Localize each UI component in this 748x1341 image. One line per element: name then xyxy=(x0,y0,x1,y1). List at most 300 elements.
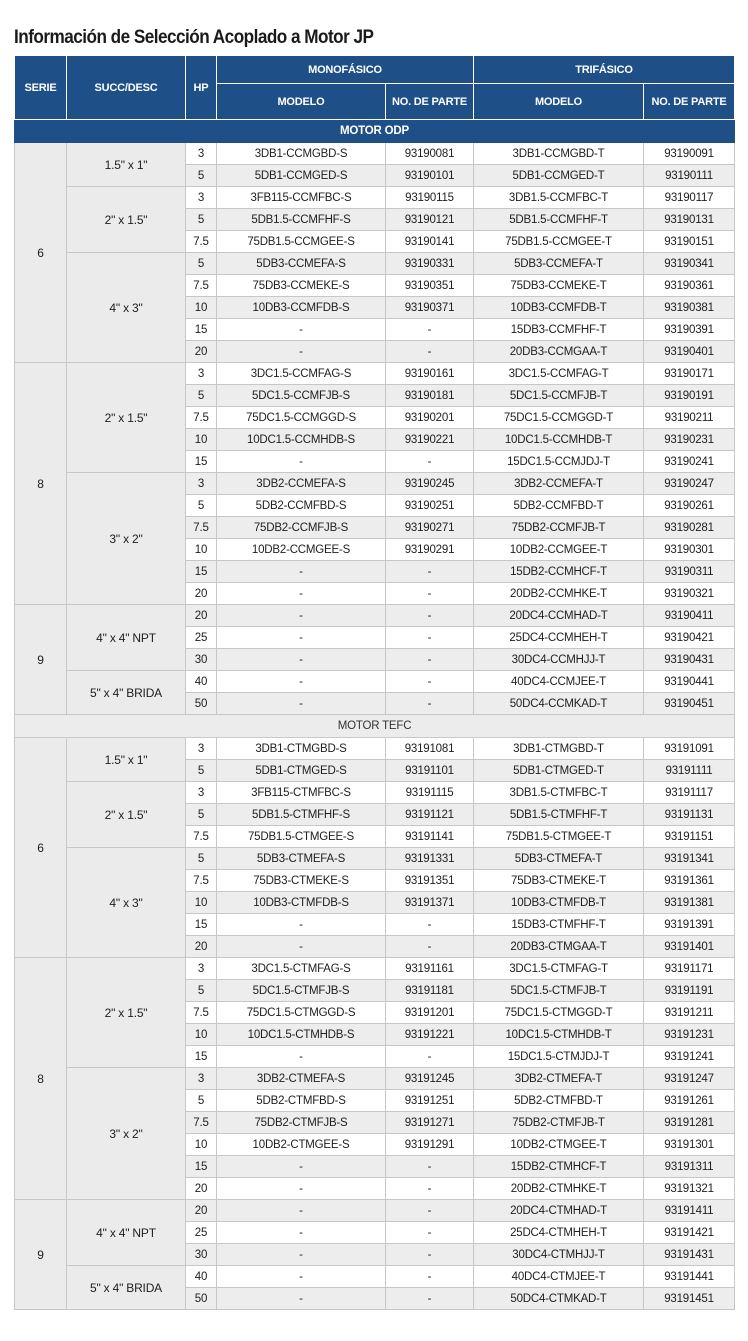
mono-modelo-cell: 75DB3-CTMEKE-S xyxy=(217,870,386,892)
mono-parte-cell: 93190121 xyxy=(386,209,474,231)
mono-parte-cell: - xyxy=(386,605,474,627)
mono-modelo-cell: - xyxy=(217,605,386,627)
tri-parte-cell: 93190421 xyxy=(644,627,735,649)
tri-modelo-cell: 5DC1.5-CCMFJB-T xyxy=(474,385,644,407)
mono-modelo-cell: - xyxy=(217,1178,386,1200)
succ-desc-cell: 1.5" x 1" xyxy=(67,143,186,187)
succ-desc-cell: 2" x 1.5" xyxy=(67,363,186,473)
hp-cell: 7.5 xyxy=(186,407,217,429)
mono-parte-cell: - xyxy=(386,1200,474,1222)
mono-parte-cell: 93190115 xyxy=(386,187,474,209)
table-row xyxy=(15,671,735,693)
mono-parte-cell: - xyxy=(386,451,474,473)
tri-modelo-cell: 50DC4-CTMKAD-T xyxy=(474,1288,644,1310)
tri-modelo-cell: 10DB2-CTMGEE-T xyxy=(474,1134,644,1156)
mono-modelo-cell: 75DB2-CTMFJB-S xyxy=(217,1112,386,1134)
mono-parte-cell: 93191291 xyxy=(386,1134,474,1156)
mono-modelo-cell: 75DB3-CCMEKE-S xyxy=(217,275,386,297)
mono-parte-cell: 93190201 xyxy=(386,407,474,429)
mono-parte-cell: - xyxy=(386,1288,474,1310)
hp-cell: 10 xyxy=(186,1134,217,1156)
tri-modelo-cell: 3DC1.5-CCMFAG-T xyxy=(474,363,644,385)
tri-modelo-cell: 75DB2-CTMFJB-T xyxy=(474,1112,644,1134)
mono-modelo-cell: 5DB2-CCMFBD-S xyxy=(217,495,386,517)
hp-cell: 15 xyxy=(186,1156,217,1178)
tri-modelo-cell: 25DC4-CCMHEH-T xyxy=(474,627,644,649)
mono-modelo-cell: - xyxy=(217,1200,386,1222)
succ-desc-cell: 2" x 1.5" xyxy=(67,958,186,1068)
mono-parte-cell: 93191245 xyxy=(386,1068,474,1090)
mono-parte-cell: 93190245 xyxy=(386,473,474,495)
tri-parte-cell: 93191381 xyxy=(644,892,735,914)
tri-parte-cell: 93190211 xyxy=(644,407,735,429)
tri-parte-cell: 93190117 xyxy=(644,187,735,209)
mono-parte-cell: 93190291 xyxy=(386,539,474,561)
table-row xyxy=(15,143,735,165)
tri-parte-cell: 93191231 xyxy=(644,1024,735,1046)
hp-cell: 30 xyxy=(186,649,217,671)
hp-cell: 7.5 xyxy=(186,826,217,848)
tri-modelo-cell: 5DB1-CCMGED-T xyxy=(474,165,644,187)
mono-parte-cell: 93190351 xyxy=(386,275,474,297)
tri-parte-cell: 93190401 xyxy=(644,341,735,363)
mono-parte-cell: - xyxy=(386,1046,474,1068)
mono-modelo-cell: - xyxy=(217,1244,386,1266)
header-mono-modelo: MODELO xyxy=(217,84,386,120)
tri-modelo-cell: 3DB2-CTMEFA-T xyxy=(474,1068,644,1090)
tri-modelo-cell: 20DB2-CCMHKE-T xyxy=(474,583,644,605)
tri-modelo-cell: 75DB1.5-CCMGEE-T xyxy=(474,231,644,253)
succ-desc-cell: 5" x 4" BRIDA xyxy=(67,1266,186,1310)
tri-modelo-cell: 10DB2-CCMGEE-T xyxy=(474,539,644,561)
tri-modelo-cell: 3DB1-CCMGBD-T xyxy=(474,143,644,165)
tri-modelo-cell: 15DB2-CCMHCF-T xyxy=(474,561,644,583)
table-row xyxy=(15,1200,735,1222)
tri-modelo-cell: 5DB3-CCMEFA-T xyxy=(474,253,644,275)
hp-cell: 7.5 xyxy=(186,1002,217,1024)
table-row xyxy=(15,848,735,870)
mono-modelo-cell: 5DB2-CTMFBD-S xyxy=(217,1090,386,1112)
tri-modelo-cell: 15DB3-CCMFHF-T xyxy=(474,319,644,341)
hp-cell: 20 xyxy=(186,1178,217,1200)
mono-parte-cell: - xyxy=(386,1266,474,1288)
mono-modelo-cell: 5DB1.5-CTMFHF-S xyxy=(217,804,386,826)
section-row xyxy=(15,120,735,143)
mono-modelo-cell: - xyxy=(217,341,386,363)
mono-parte-cell: 93190141 xyxy=(386,231,474,253)
mono-modelo-cell: 75DB1.5-CTMGEE-S xyxy=(217,826,386,848)
tri-parte-cell: 93190301 xyxy=(644,539,735,561)
page-title: Información de Selección Acoplado a Motor JP xyxy=(14,26,374,48)
mono-parte-cell: - xyxy=(386,1178,474,1200)
hp-cell: 25 xyxy=(186,1222,217,1244)
mono-modelo-cell: 10DB3-CTMFDB-S xyxy=(217,892,386,914)
mono-parte-cell: - xyxy=(386,627,474,649)
tri-parte-cell: 93190261 xyxy=(644,495,735,517)
mono-parte-cell: 93191141 xyxy=(386,826,474,848)
tri-parte-cell: 93191391 xyxy=(644,914,735,936)
mono-parte-cell: - xyxy=(386,1222,474,1244)
header-mono-parte: NO. DE PARTE xyxy=(386,84,474,120)
tri-modelo-cell: 30DC4-CCMHJJ-T xyxy=(474,649,644,671)
tri-parte-cell: 93190241 xyxy=(644,451,735,473)
tri-parte-cell: 93190151 xyxy=(644,231,735,253)
hp-cell: 30 xyxy=(186,1244,217,1266)
mono-parte-cell: 93191271 xyxy=(386,1112,474,1134)
mono-parte-cell: 93190371 xyxy=(386,297,474,319)
mono-modelo-cell: - xyxy=(217,1222,386,1244)
selection-table xyxy=(14,55,735,1310)
hp-cell: 10 xyxy=(186,1024,217,1046)
mono-modelo-cell: 10DC1.5-CCMHDB-S xyxy=(217,429,386,451)
mono-parte-cell: - xyxy=(386,583,474,605)
tri-parte-cell: 93191117 xyxy=(644,782,735,804)
tri-parte-cell: 93190431 xyxy=(644,649,735,671)
hp-cell: 25 xyxy=(186,627,217,649)
mono-parte-cell: - xyxy=(386,1244,474,1266)
mono-parte-cell: 93190101 xyxy=(386,165,474,187)
tri-parte-cell: 93191411 xyxy=(644,1200,735,1222)
mono-parte-cell: 93191121 xyxy=(386,804,474,826)
mono-modelo-cell: - xyxy=(217,451,386,473)
mono-parte-cell: - xyxy=(386,671,474,693)
hp-cell: 5 xyxy=(186,760,217,782)
hp-cell: 50 xyxy=(186,693,217,715)
tri-parte-cell: 93191431 xyxy=(644,1244,735,1266)
mono-parte-cell: 93191115 xyxy=(386,782,474,804)
tri-modelo-cell: 3DB1.5-CTMFBC-T xyxy=(474,782,644,804)
mono-parte-cell: - xyxy=(386,693,474,715)
tri-parte-cell: 93190281 xyxy=(644,517,735,539)
tri-modelo-cell: 5DB1.5-CTMFHF-T xyxy=(474,804,644,826)
tri-modelo-cell: 50DC4-CCMKAD-T xyxy=(474,693,644,715)
tri-modelo-cell: 20DB3-CTMGAA-T xyxy=(474,936,644,958)
hp-cell: 3 xyxy=(186,473,217,495)
tri-parte-cell: 93190091 xyxy=(644,143,735,165)
tri-modelo-cell: 40DC4-CCMJEE-T xyxy=(474,671,644,693)
tri-parte-cell: 93191091 xyxy=(644,738,735,760)
hp-cell: 20 xyxy=(186,936,217,958)
tri-modelo-cell: 15DB3-CTMFHF-T xyxy=(474,914,644,936)
tri-modelo-cell: 75DB1.5-CTMGEE-T xyxy=(474,826,644,848)
header-trifasico: TRIFÁSICO xyxy=(474,56,735,84)
hp-cell: 5 xyxy=(186,848,217,870)
tri-parte-cell: 93191241 xyxy=(644,1046,735,1068)
table-row xyxy=(15,782,735,804)
table-row xyxy=(15,1068,735,1090)
tri-modelo-cell: 30DC4-CTMHJJ-T xyxy=(474,1244,644,1266)
mono-parte-cell: - xyxy=(386,341,474,363)
serie-cell: 8 xyxy=(15,363,67,605)
mono-modelo-cell: 75DC1.5-CTMGGD-S xyxy=(217,1002,386,1024)
hp-cell: 5 xyxy=(186,1090,217,1112)
mono-modelo-cell: 5DC1.5-CTMFJB-S xyxy=(217,980,386,1002)
hp-cell: 7.5 xyxy=(186,1112,217,1134)
tri-modelo-cell: 10DB3-CTMFDB-T xyxy=(474,892,644,914)
succ-desc-cell: 2" x 1.5" xyxy=(67,782,186,848)
tri-parte-cell: 93190111 xyxy=(644,165,735,187)
mono-modelo-cell: 3DB1-CTMGBD-S xyxy=(217,738,386,760)
mono-modelo-cell: 5DB3-CCMEFA-S xyxy=(217,253,386,275)
hp-cell: 7.5 xyxy=(186,870,217,892)
mono-modelo-cell: - xyxy=(217,319,386,341)
mono-modelo-cell: 10DB2-CCMGEE-S xyxy=(217,539,386,561)
succ-desc-cell: 4" x 4" NPT xyxy=(67,605,186,671)
mono-parte-cell: 93190221 xyxy=(386,429,474,451)
tri-parte-cell: 93190411 xyxy=(644,605,735,627)
tri-parte-cell: 93191311 xyxy=(644,1156,735,1178)
hp-cell: 15 xyxy=(186,914,217,936)
hp-cell: 20 xyxy=(186,1200,217,1222)
section-label: MOTOR TEFC xyxy=(15,715,735,738)
mono-parte-cell: 93190081 xyxy=(386,143,474,165)
header-hp: HP xyxy=(186,56,217,120)
hp-cell: 40 xyxy=(186,671,217,693)
hp-cell: 10 xyxy=(186,429,217,451)
mono-modelo-cell: 5DB1-CCMGED-S xyxy=(217,165,386,187)
tri-parte-cell: 93191361 xyxy=(644,870,735,892)
tri-parte-cell: 93190381 xyxy=(644,297,735,319)
header-tri-modelo: MODELO xyxy=(474,84,644,120)
tri-parte-cell: 93191281 xyxy=(644,1112,735,1134)
tri-modelo-cell: 20DB2-CTMHKE-T xyxy=(474,1178,644,1200)
table-row xyxy=(15,473,735,495)
hp-cell: 5 xyxy=(186,980,217,1002)
hp-cell: 5 xyxy=(186,209,217,231)
table-row xyxy=(15,605,735,627)
tri-modelo-cell: 10DC1.5-CTMHDB-T xyxy=(474,1024,644,1046)
mono-modelo-cell: 10DC1.5-CTMHDB-S xyxy=(217,1024,386,1046)
tri-parte-cell: 93191341 xyxy=(644,848,735,870)
mono-modelo-cell: - xyxy=(217,1046,386,1068)
tri-modelo-cell: 75DB3-CTMEKE-T xyxy=(474,870,644,892)
tri-modelo-cell: 5DB3-CTMEFA-T xyxy=(474,848,644,870)
tri-parte-cell: 93191401 xyxy=(644,936,735,958)
mono-modelo-cell: 3DC1.5-CCMFAG-S xyxy=(217,363,386,385)
mono-modelo-cell: 75DB2-CCMFJB-S xyxy=(217,517,386,539)
mono-modelo-cell: 10DB2-CTMGEE-S xyxy=(217,1134,386,1156)
tri-modelo-cell: 3DB1-CTMGBD-T xyxy=(474,738,644,760)
hp-cell: 7.5 xyxy=(186,517,217,539)
tri-parte-cell: 93190131 xyxy=(644,209,735,231)
mono-parte-cell: - xyxy=(386,1156,474,1178)
succ-desc-cell: 4" x 3" xyxy=(67,848,186,958)
hp-cell: 3 xyxy=(186,143,217,165)
mono-modelo-cell: - xyxy=(217,914,386,936)
tri-modelo-cell: 5DB2-CCMFBD-T xyxy=(474,495,644,517)
hp-cell: 3 xyxy=(186,738,217,760)
mono-modelo-cell: - xyxy=(217,1288,386,1310)
section-label: MOTOR ODP xyxy=(15,120,735,143)
tri-parte-cell: 93190191 xyxy=(644,385,735,407)
mono-modelo-cell: 3DB1-CCMGBD-S xyxy=(217,143,386,165)
mono-parte-cell: 93190331 xyxy=(386,253,474,275)
tri-parte-cell: 93191171 xyxy=(644,958,735,980)
hp-cell: 15 xyxy=(186,319,217,341)
mono-modelo-cell: 3DC1.5-CTMFAG-S xyxy=(217,958,386,980)
mono-parte-cell: - xyxy=(386,914,474,936)
mono-parte-cell: 93191181 xyxy=(386,980,474,1002)
hp-cell: 15 xyxy=(186,1046,217,1068)
hp-cell: 5 xyxy=(186,804,217,826)
mono-parte-cell: 93191201 xyxy=(386,1002,474,1024)
table-row xyxy=(15,958,735,980)
mono-parte-cell: 93190181 xyxy=(386,385,474,407)
tri-modelo-cell: 40DC4-CTMJEE-T xyxy=(474,1266,644,1288)
succ-desc-cell: 3" x 2" xyxy=(67,1068,186,1200)
mono-parte-cell: 93191351 xyxy=(386,870,474,892)
mono-parte-cell: 93191161 xyxy=(386,958,474,980)
tri-modelo-cell: 75DB2-CCMFJB-T xyxy=(474,517,644,539)
tri-modelo-cell: 75DC1.5-CTMGGD-T xyxy=(474,1002,644,1024)
hp-cell: 3 xyxy=(186,1068,217,1090)
tri-parte-cell: 93190441 xyxy=(644,671,735,693)
mono-parte-cell: - xyxy=(386,936,474,958)
tri-modelo-cell: 15DB2-CTMHCF-T xyxy=(474,1156,644,1178)
serie-cell: 9 xyxy=(15,605,67,715)
tri-modelo-cell: 5DB1.5-CCMFHF-T xyxy=(474,209,644,231)
hp-cell: 3 xyxy=(186,187,217,209)
tri-parte-cell: 93191451 xyxy=(644,1288,735,1310)
hp-cell: 15 xyxy=(186,561,217,583)
tri-modelo-cell: 5DB1-CTMGED-T xyxy=(474,760,644,782)
tri-modelo-cell: 20DC4-CCMHAD-T xyxy=(474,605,644,627)
hp-cell: 7.5 xyxy=(186,231,217,253)
tri-modelo-cell: 5DC1.5-CTMFJB-T xyxy=(474,980,644,1002)
tri-modelo-cell: 5DB2-CTMFBD-T xyxy=(474,1090,644,1112)
hp-cell: 3 xyxy=(186,363,217,385)
mono-parte-cell: 93191251 xyxy=(386,1090,474,1112)
mono-modelo-cell: - xyxy=(217,561,386,583)
table-body xyxy=(15,120,735,1310)
hp-cell: 40 xyxy=(186,1266,217,1288)
tri-parte-cell: 93190311 xyxy=(644,561,735,583)
mono-modelo-cell: 3DB2-CTMEFA-S xyxy=(217,1068,386,1090)
header-monofasico: MONOFÁSICO xyxy=(217,56,474,84)
mono-modelo-cell: 75DC1.5-CCMGGD-S xyxy=(217,407,386,429)
tri-parte-cell: 93190321 xyxy=(644,583,735,605)
hp-cell: 7.5 xyxy=(186,275,217,297)
mono-parte-cell: 93191331 xyxy=(386,848,474,870)
tri-parte-cell: 93190231 xyxy=(644,429,735,451)
table-header xyxy=(15,56,735,120)
hp-cell: 5 xyxy=(186,165,217,187)
mono-parte-cell: - xyxy=(386,319,474,341)
hp-cell: 5 xyxy=(186,253,217,275)
mono-modelo-cell: - xyxy=(217,583,386,605)
mono-modelo-cell: - xyxy=(217,649,386,671)
tri-modelo-cell: 3DB2-CCMEFA-T xyxy=(474,473,644,495)
tri-modelo-cell: 75DC1.5-CCMGGD-T xyxy=(474,407,644,429)
tri-modelo-cell: 10DC1.5-CCMHDB-T xyxy=(474,429,644,451)
tri-parte-cell: 93191421 xyxy=(644,1222,735,1244)
serie-cell: 6 xyxy=(15,143,67,363)
tri-parte-cell: 93190171 xyxy=(644,363,735,385)
mono-modelo-cell: 3FB115-CCMFBC-S xyxy=(217,187,386,209)
mono-parte-cell: 93190271 xyxy=(386,517,474,539)
hp-cell: 20 xyxy=(186,583,217,605)
hp-cell: 3 xyxy=(186,958,217,980)
mono-modelo-cell: 3DB2-CCMEFA-S xyxy=(217,473,386,495)
table-row xyxy=(15,1266,735,1288)
mono-parte-cell: - xyxy=(386,561,474,583)
tri-parte-cell: 93191247 xyxy=(644,1068,735,1090)
mono-modelo-cell: - xyxy=(217,627,386,649)
serie-cell: 6 xyxy=(15,738,67,958)
hp-cell: 15 xyxy=(186,451,217,473)
tri-modelo-cell: 15DC1.5-CTMJDJ-T xyxy=(474,1046,644,1068)
mono-modelo-cell: 5DB1-CTMGED-S xyxy=(217,760,386,782)
succ-desc-cell: 2" x 1.5" xyxy=(67,187,186,253)
hp-cell: 10 xyxy=(186,539,217,561)
tri-parte-cell: 93191261 xyxy=(644,1090,735,1112)
mono-modelo-cell: - xyxy=(217,671,386,693)
table-row xyxy=(15,253,735,275)
tri-modelo-cell: 3DB1.5-CCMFBC-T xyxy=(474,187,644,209)
hp-cell: 10 xyxy=(186,297,217,319)
hp-cell: 3 xyxy=(186,782,217,804)
tri-modelo-cell: 25DC4-CTMHEH-T xyxy=(474,1222,644,1244)
header-serie: SERIE xyxy=(15,56,67,120)
hp-cell: 20 xyxy=(186,341,217,363)
tri-modelo-cell: 10DB3-CCMFDB-T xyxy=(474,297,644,319)
succ-desc-cell: 4" x 4" NPT xyxy=(67,1200,186,1266)
hp-cell: 20 xyxy=(186,605,217,627)
mono-parte-cell: 93190251 xyxy=(386,495,474,517)
tri-parte-cell: 93191441 xyxy=(644,1266,735,1288)
succ-desc-cell: 4" x 3" xyxy=(67,253,186,363)
tri-parte-cell: 93190391 xyxy=(644,319,735,341)
mono-modelo-cell: 75DB1.5-CCMGEE-S xyxy=(217,231,386,253)
tri-modelo-cell: 15DC1.5-CCMJDJ-T xyxy=(474,451,644,473)
hp-cell: 50 xyxy=(186,1288,217,1310)
tri-parte-cell: 93190341 xyxy=(644,253,735,275)
mono-modelo-cell: 3FB115-CTMFBC-S xyxy=(217,782,386,804)
tri-parte-cell: 93191111 xyxy=(644,760,735,782)
tri-parte-cell: 93191191 xyxy=(644,980,735,1002)
mono-modelo-cell: 5DB3-CTMEFA-S xyxy=(217,848,386,870)
tri-parte-cell: 93191211 xyxy=(644,1002,735,1024)
table-row xyxy=(15,738,735,760)
mono-parte-cell: 93191221 xyxy=(386,1024,474,1046)
succ-desc-cell: 1.5" x 1" xyxy=(67,738,186,782)
tri-parte-cell: 93190451 xyxy=(644,693,735,715)
mono-modelo-cell: - xyxy=(217,936,386,958)
mono-modelo-cell: 10DB3-CCMFDB-S xyxy=(217,297,386,319)
mono-parte-cell: 93190161 xyxy=(386,363,474,385)
section-row xyxy=(15,715,735,738)
mono-modelo-cell: - xyxy=(217,693,386,715)
succ-desc-cell: 3" x 2" xyxy=(67,473,186,605)
mono-modelo-cell: 5DC1.5-CCMFJB-S xyxy=(217,385,386,407)
table-row xyxy=(15,187,735,209)
hp-cell: 5 xyxy=(186,495,217,517)
table-row xyxy=(15,363,735,385)
tri-parte-cell: 93190361 xyxy=(644,275,735,297)
mono-parte-cell: - xyxy=(386,649,474,671)
mono-modelo-cell: - xyxy=(217,1266,386,1288)
mono-modelo-cell: - xyxy=(217,1156,386,1178)
succ-desc-cell: 5" x 4" BRIDA xyxy=(67,671,186,715)
serie-cell: 8 xyxy=(15,958,67,1200)
header-succ-desc: SUCC/DESC xyxy=(67,56,186,120)
tri-parte-cell: 93190247 xyxy=(644,473,735,495)
hp-cell: 10 xyxy=(186,892,217,914)
hp-cell: 5 xyxy=(186,385,217,407)
tri-modelo-cell: 75DB3-CCMEKE-T xyxy=(474,275,644,297)
tri-parte-cell: 93191321 xyxy=(644,1178,735,1200)
tri-modelo-cell: 3DC1.5-CTMFAG-T xyxy=(474,958,644,980)
